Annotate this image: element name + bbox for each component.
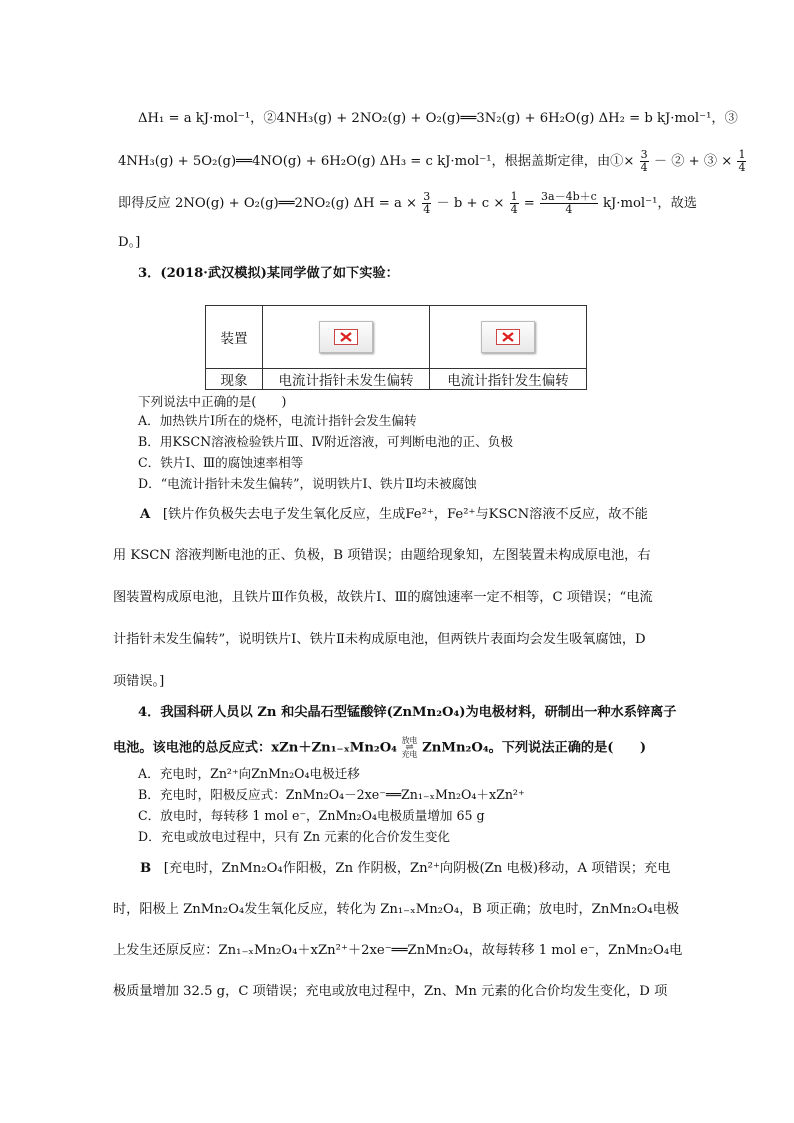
q3-explanation-4: 计指针未发生偏转”，说明铁片Ⅰ、铁片Ⅱ未构成原电池，但两铁片表面均会发生吸氧腐蚀，D xyxy=(113,632,646,647)
device-label: 装置 xyxy=(220,331,248,347)
reaction-arrow: 放电 ⇌ 充电 xyxy=(401,736,418,759)
q3-question: 下列说法中正确的是( ) xyxy=(138,394,287,409)
q2-line-3 xyxy=(118,191,697,216)
q2-line-2 xyxy=(118,149,747,174)
q3-option-b: B．用KSCN溶液检验铁片Ⅲ、Ⅳ附近溶液，可判断电池的正、负极 xyxy=(138,434,513,449)
fraction-numerator: 1 xyxy=(510,190,518,203)
phenomenon-label-cell xyxy=(206,369,263,390)
q4-stem-text-a: 电池。该电池的总反应式：xZn＋Zn₁₋ₓMn₂O₄ xyxy=(113,740,397,756)
fraction-numerator: 3a－4b＋c xyxy=(541,190,597,203)
fraction-denominator: 4 xyxy=(510,203,518,216)
fraction-3-4 xyxy=(640,149,649,174)
q3-option-a: A．加热铁片Ⅰ所在的烧杯，电流计指针会发生偏转 xyxy=(138,413,417,428)
q3-explanation-2: 用 KSCN 溶液判断电池的正、负极，B 项错误；由题给现象知，左图装置未构成原电池，右 xyxy=(113,548,651,563)
fraction-numerator: 1 xyxy=(738,148,746,161)
device-right-cell xyxy=(430,306,587,369)
q3-answer-letter: A xyxy=(140,507,151,522)
fraction-1-4 xyxy=(737,149,746,174)
q4-answer-letter: B xyxy=(140,861,152,876)
q2-line-3-text-b: － b + c × xyxy=(436,196,505,211)
q2-line-4: D。] xyxy=(118,235,141,250)
q2-line-3-text-a: 即得反应 2NO(g) + O₂(g)══2NO₂(g) ΔH = a × xyxy=(118,196,418,211)
q2-line-3-text-c: = xyxy=(523,196,535,211)
phenomenon-right: 电流计指针发生偏转 xyxy=(447,373,569,389)
q4-explanation-2: 时，阳极上 ZnMn₂O₄发生氧化反应，转化为 Zn₁₋ₓMn₂O₄，B 项正确；放电时，ZnMn₂O₄电极 xyxy=(113,902,680,917)
q4-explanation-4: 极质量增加 32.5 g，C 项错误；充电或放电过程中，Zn、Mn 元素的化合价均发生变化，D 项 xyxy=(113,984,668,999)
phenomenon-right-cell xyxy=(430,369,587,390)
phenomenon-label: 现象 xyxy=(220,373,248,389)
q4-option-c: C．放电时，每转移 1 mol e⁻，ZnMn₂O₄电极质量增加 65 g xyxy=(138,808,485,823)
device-label-cell xyxy=(206,306,263,369)
fraction-1-4 xyxy=(510,191,519,216)
fraction-denominator: 4 xyxy=(423,203,431,216)
q4-stem-line-1: 4．我国科研人员以 Zn 和尖晶石型锰酸锌(ZnMn₂O₄)为电极材料，研制出一种水系锌离子 xyxy=(138,705,677,720)
phenomenon-left: 电流计指针未发生偏转 xyxy=(278,373,414,389)
q4-stem-text-b: ZnMn₂O₄。下列说法正确的是( ) xyxy=(422,740,647,756)
fraction-denominator: 4 xyxy=(640,161,648,174)
q2-line-1: ΔH₁ = a kJ·mol⁻¹，②4NH₃(g) + 2NO₂(g) + O₂(g)══3N₂(g) + 6H₂O(g) ΔH₂ = b kJ·mol⁻¹，③ xyxy=(138,111,738,126)
fraction-3-4 xyxy=(422,191,431,216)
broken-image-icon xyxy=(319,321,373,353)
phenomenon-left-cell xyxy=(263,369,430,390)
experiment-table xyxy=(205,305,587,390)
q3-explanation-3: 图装置构成原电池，且铁片Ⅲ作负极，故铁片Ⅰ、Ⅲ的腐蚀速率一定不相等，C 项错误；“电流 xyxy=(113,590,653,605)
q3-option-d: D．“电流计指针未发生偏转”，说明铁片Ⅰ、铁片Ⅱ均未被腐蚀 xyxy=(138,476,477,491)
q4-stem-line-2 xyxy=(113,737,646,759)
q4-explanation-1: [充电时，ZnMn₂O₄作阳极，Zn 作阴极，Zn²⁺向阴极(Zn 电极)移动，A 项错误；充电 xyxy=(163,861,671,876)
arrow-bottom-label: 充电 xyxy=(401,750,418,759)
q2-line-2-text-a: 4NH₃(g) + 5O₂(g)══4NO(g) + 6H₂O(g) ΔH₃ = c kJ·mol⁻¹，根据盖斯定律，由①× xyxy=(118,154,635,169)
q4-option-a: A．充电时，Zn²⁺向ZnMn₂O₄电极迁移 xyxy=(138,766,360,781)
q4-option-d: D．充电或放电过程中，只有 Zn 元素的化合价发生变化 xyxy=(138,829,451,844)
q4-explanation-3: 上发生还原反应：Zn₁₋ₓMn₂O₄＋xZn²⁺＋2xe⁻══ZnMn₂O₄，故每转移 1 mol e⁻，ZnMn₂O₄电 xyxy=(113,943,683,958)
q3-stem: 3．(2018·武汉模拟)某同学做了如下实验： xyxy=(138,266,399,281)
fraction-numerator: 3 xyxy=(423,190,431,203)
q2-line-3-text-d: kJ·mol⁻¹，故选 xyxy=(603,196,697,211)
q3-explanation-5: 项错误。] xyxy=(113,674,165,689)
q3-answer-line-1 xyxy=(140,506,648,524)
broken-image-icon xyxy=(481,321,535,353)
q2-line-2-text-b: － ② + ③ × xyxy=(653,154,733,169)
device-left-cell xyxy=(263,306,430,369)
q4-answer-line-1 xyxy=(140,860,670,878)
fraction-numerator: 3 xyxy=(640,148,648,161)
fraction-denominator: 4 xyxy=(738,161,746,174)
fraction-result xyxy=(540,191,598,216)
q4-option-b: B．充电时，阳极反应式：ZnMn₂O₄－2xe⁻══Zn₁₋ₓMn₂O₄＋xZn²⁺ xyxy=(138,787,525,802)
fraction-denominator: 4 xyxy=(565,203,573,216)
arrow-top-label: 放电 xyxy=(401,736,418,745)
q3-explanation-1: [铁片作负极失去电子发生氧化反应，生成Fe²⁺，Fe²⁺与KSCN溶液不反应，故不能 xyxy=(162,507,648,522)
q3-option-c: C．铁片Ⅰ、Ⅲ的腐蚀速率相等 xyxy=(138,455,304,470)
